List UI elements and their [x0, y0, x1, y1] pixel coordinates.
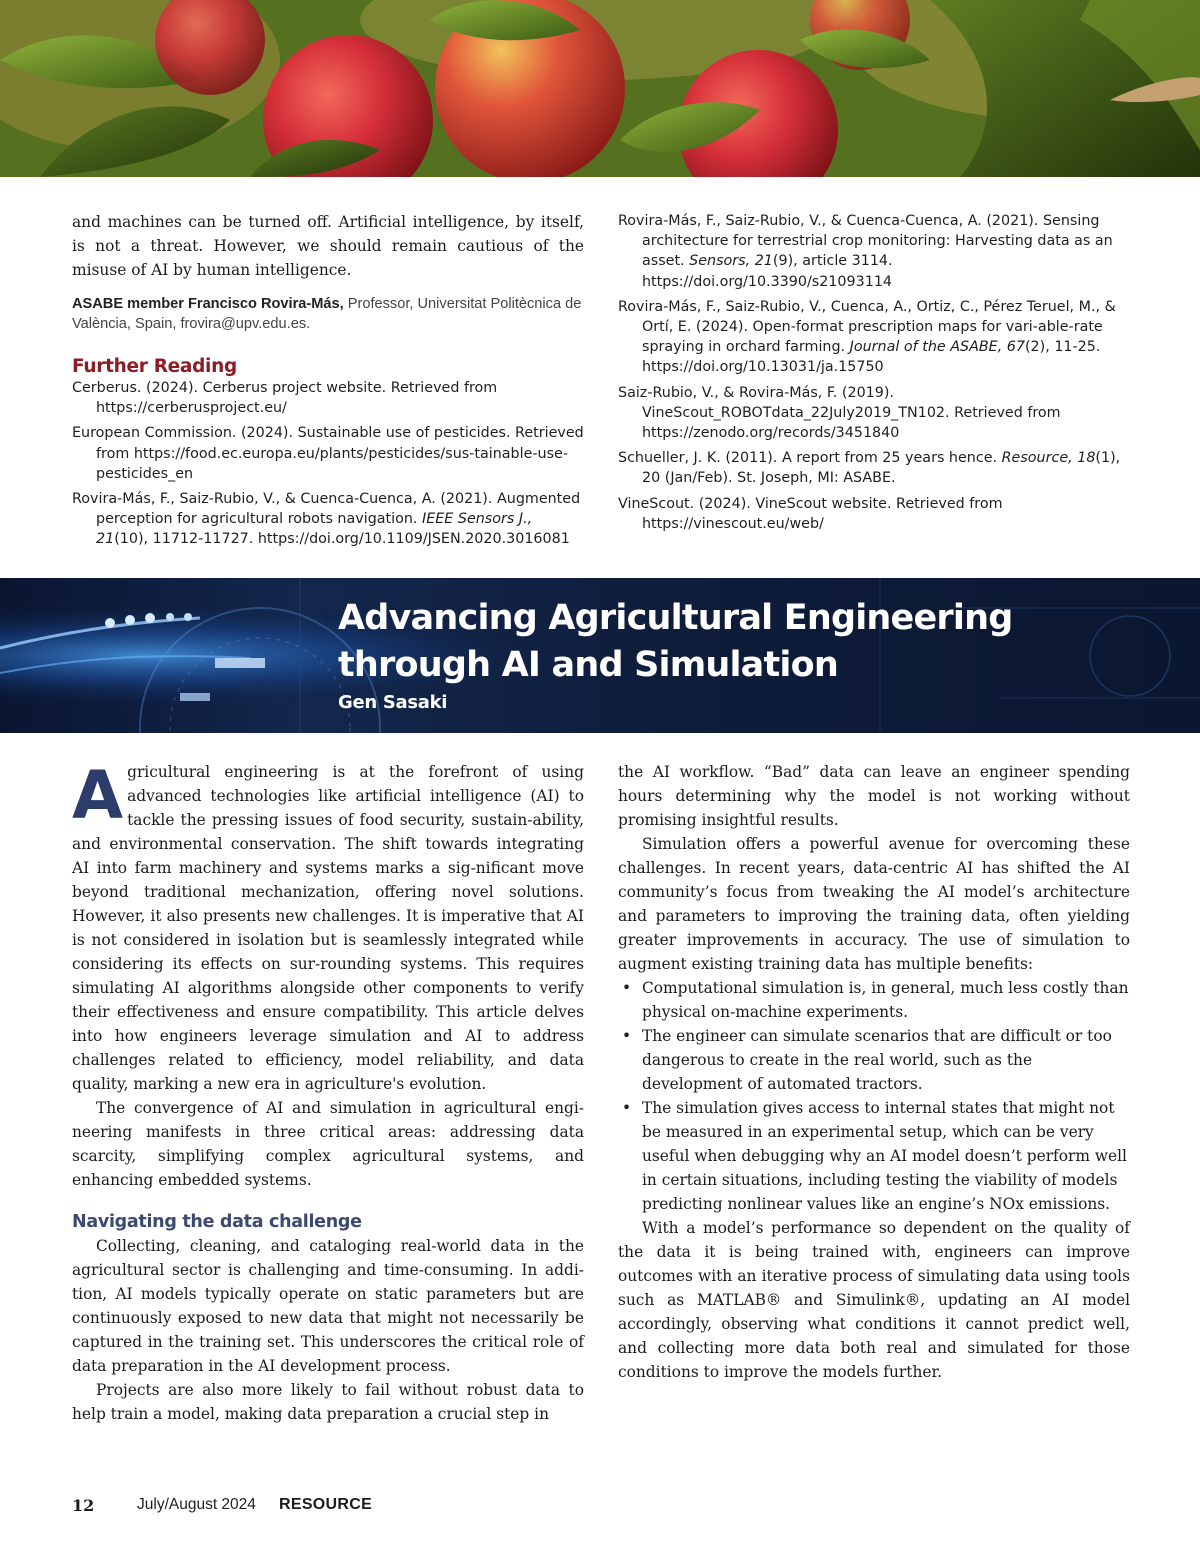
body-paragraph: With a model’s performance so dependent on the quality of the data it is being trained with, engineers can improve outcomes with an iterative process of simulating data using tools such as MATLAB® and Simulink®, updating an AI model accordingly, observing what conditions it cannot predict well, and collecting more data both real and simulated for those conditions to improve the models further. — [618, 1219, 1130, 1381]
reference-journal: Resource, 18 — [1001, 450, 1096, 467]
list-item: • Computational simulation is, in general, much less costly than physical on-machine experiments. — [618, 976, 1130, 1024]
reference-item — [618, 383, 1130, 444]
article-author: Gen Sasaki — [338, 692, 448, 713]
list-item: • The engineer can simulate scenarios that are difficult or too dangerous to create in the real world, such as the development of automated tractors. — [618, 1024, 1130, 1096]
intro-paragraph-text: gricultural engineering is at the forefront of using advanced technologies like artificial intelligence (AI) to tackle the pressing issues of food security, sustain-ability, and environmental conservation. The shift towards integrating AI into farm machinery and systems marks a sig-nificant move beyond traditional mechanization, offering novel solutions. However, it also presents new challenges. It is imperative that AI is not considered in isolation but is seamlessly integrated while considering its effects on sur-rounding systems. This requires simulating AI algorithms alongside other components to verify their effectiveness and ensure compatibility. This article delves into how engineers leverage simulation and AI to address challenges related to efficiency, model reliability, and data quality, marking a new era in agriculture's evolution. — [72, 763, 584, 1093]
author-bio-affiliation: Professor, Universitat Politècnica de València, Spain, frovira@upv.edu.es. — [72, 296, 582, 332]
drop-cap: A — [72, 757, 124, 834]
reference-item — [618, 211, 1130, 292]
reference-list-right — [618, 211, 1130, 534]
reference-list-left — [72, 378, 584, 550]
apple-orchard-photo — [0, 0, 1200, 177]
reference-journal: Journal of the ASABE, 67 — [849, 339, 1025, 356]
article-left-column — [72, 757, 584, 1426]
article-title-line-2: through AI and Simulation — [338, 645, 838, 685]
reference-text: Rovira-Más, F., Saiz-Rubio, V., Cuenca, A., Ortiz, C., Pérez Teruel, M., & Ortí, E. (2024). Open-format prescription maps for vari-able-rate spraying in orchard farming. — [618, 298, 1116, 356]
section-heading: Navigating the data challenge — [72, 1212, 362, 1232]
reference-text: VineScout. (2024). VineScout website. Retrieved from https://vinescout.eu/web/ — [618, 495, 1003, 532]
reference-details: (9), article 3114. https://doi.org/10.3390/s21093114 — [642, 253, 893, 290]
reference-item — [72, 423, 584, 484]
reference-text: Rovira-Más, F., Saiz-Rubio, V., & Cuenca-Cuenca, A. (2021). Sensing architecture for terrestrial crop monitoring: Harvesting data as an asset. — [618, 213, 1113, 270]
further-reading-heading: Further Reading — [72, 356, 237, 377]
reference-journal: IEEE Sensors J., 21 — [96, 511, 533, 548]
reference-text: Saiz-Rubio, V., & Rovira-Más, F. (2019). VineScout_ROBOTdata_22July2019_TN102. Retrieved from https://zenodo.org/records/3451840 — [618, 384, 1061, 442]
article-right-column — [618, 760, 1130, 1384]
magazine-name: RESOURCE — [279, 1496, 373, 1513]
article-title-line-1: Advancing Agricultural Engineering — [338, 598, 1013, 638]
reference-item — [618, 494, 1130, 534]
body-paragraph: the AI workflow. “Bad” data can leave an engineer spending hours determining why the model is not working without promising insightful results. — [618, 763, 1130, 829]
benefits-list — [618, 976, 1130, 1216]
reference-item — [72, 489, 584, 550]
body-paragraph: The convergence of AI and simulation in agricultural engi-neering manifests in three critical areas: addressing data scarcity, simplifying complex agricultural systems, and enhancing embedded systems. — [72, 1099, 584, 1189]
intro-paragraph — [72, 757, 584, 1096]
reference-text: Rovira-Más, F., Saiz-Rubio, V., & Cuenca-Cuenca, A. (2021). Augmented perception for agricultural robots navigation. — [72, 491, 581, 528]
reference-text: Schueller, J. K. (2011). A report from 25 years hence. — [618, 450, 1002, 467]
previous-article-closing-paragraph: and machines can be turned off. Artificial intelligence, by itself, is not a threat. However, we should remain cautious of the misuse of AI by human intelligence. — [72, 213, 584, 279]
list-item: • The simulation gives access to internal states that might not be measured in an experimental setup, which can be very useful when debugging why an AI model doesn’t perform well in certain situations, including testing the viability of models predicting nonlinear values like an engine’s NOx emissions. — [618, 1096, 1130, 1216]
body-paragraph: Projects are also more likely to fail without robust data to help train a model, making data preparation a crucial step in — [72, 1381, 584, 1423]
reference-journal: Sensors, 21 — [689, 253, 773, 270]
previous-article-left-column — [72, 210, 584, 555]
reference-details: (1), 20 (Jan/Feb). St. Joseph, MI: ASABE. — [642, 450, 1121, 487]
reference-text: European Commission. (2024). Sustainable use of pesticides. Retrieved from https://food.ec.europa.eu/plants/pesticides/sus-tainable-use-pesticides_en — [72, 425, 584, 482]
body-paragraph: Simulation offers a powerful avenue for overcoming these challenges. In recent years, data-centric AI has shifted the AI community’s focus from tweaking the AI model’s architecture and parameters to improving the training data, often yielding greater improvements in accuracy. The use of simulation to augment existing training data has multiple benefits: — [618, 835, 1130, 973]
reference-item — [618, 297, 1130, 378]
reference-item — [72, 378, 584, 418]
page-number: 12 — [72, 1496, 95, 1515]
apple-photo-illustration — [0, 0, 1200, 177]
author-bio-name: ASABE member Francisco Rovira-Más, — [72, 296, 344, 312]
reference-details: (10), 11712-11727. https://doi.org/10.1109/JSEN.2020.3016081 — [114, 531, 570, 548]
reference-item — [618, 448, 1130, 488]
previous-article-right-column — [618, 211, 1130, 539]
issue-date: July/August 2024 — [137, 1496, 256, 1513]
article-title — [338, 595, 1158, 689]
reference-details: (2), 11-25. https://doi.org/10.13031/ja.15750 — [642, 339, 1101, 376]
body-paragraph: Collecting, cleaning, and cataloging real-world data in the agricultural sector is challenging and time-consuming. In addi-tion, AI models typically operate on static parameters but are continuously exposed to new data that might not necessarily be captured in the training set. This underscores the critical role of data preparation in the AI development process. — [72, 1237, 584, 1375]
author-bio — [72, 294, 584, 334]
reference-text: Cerberus. (2024). Cerberus project website. Retrieved from https://cerberusproject.eu/ — [72, 380, 498, 417]
